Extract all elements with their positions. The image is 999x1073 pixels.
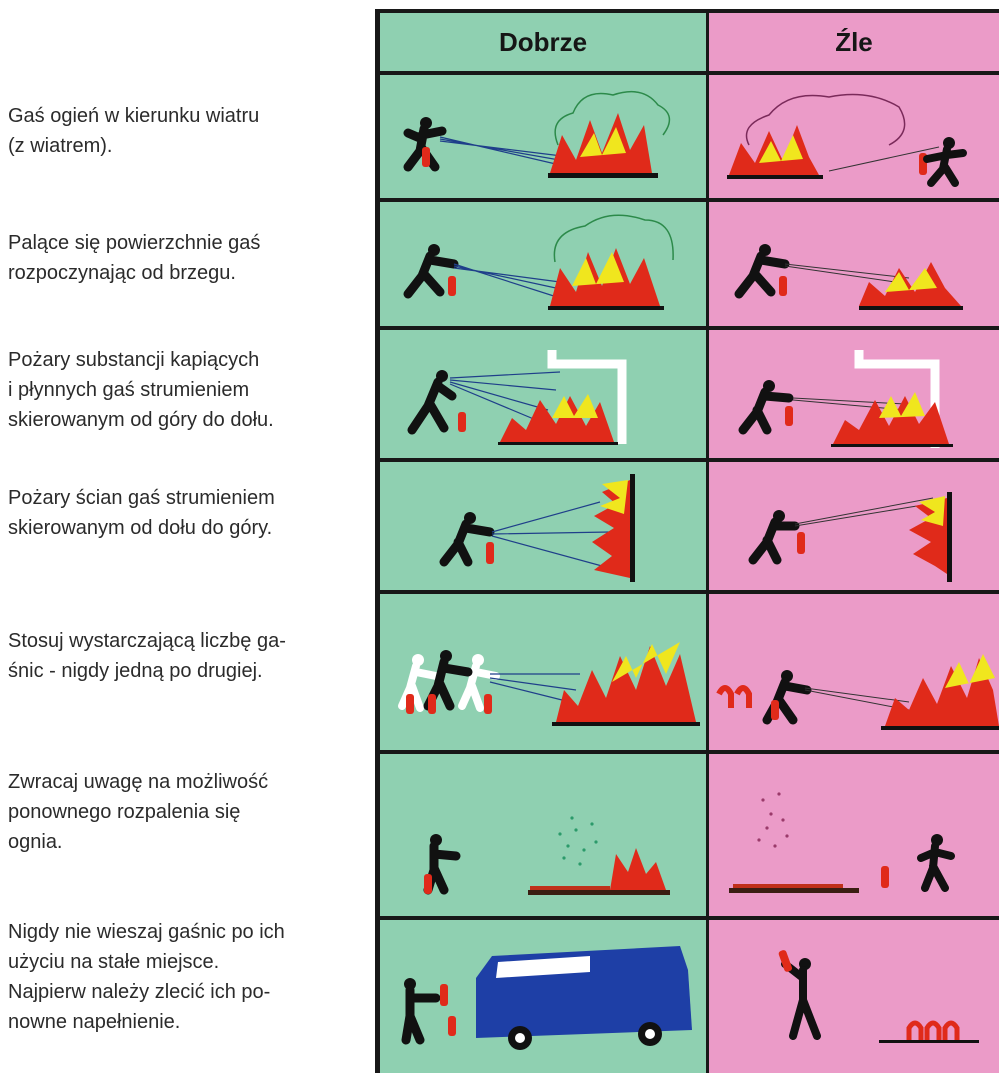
header-bad: Źle [709,13,999,71]
instruction-text-2: Palące się powierzchnie gaś rozpoczynając od brzegu. [8,232,261,284]
extinguish-with-wind-icon [380,75,706,198]
extinguish-against-wind-icon [709,75,999,198]
row1-good-cell [380,75,706,198]
row2-good-cell [380,202,706,326]
header-good: Dobrze [380,13,706,71]
row5-good-cell [380,594,706,750]
row4-good-cell [380,462,706,590]
row3-bad-cell [709,330,999,458]
spray-bottom-up-icon [709,330,999,458]
row6-bad-cell [709,754,999,916]
row7-good-cell [380,920,706,1073]
one-extinguisher-at-a-time-icon [709,594,999,750]
extinguish-from-center-icon [709,202,999,326]
instruction-text-7: Nigdy nie wieszaj gaśnic po ich użyciu na stałe miejsce. Najpierw należy zlecić ich po- nowne napełnienie. [8,921,285,1033]
wall-spray-bottom-up-icon [380,462,706,590]
row1-bad-cell [709,75,999,198]
instruction-text-6: Zwracaj uwagę na możliwość ponownego rozpalenia się ognia. [8,771,269,853]
row6-good-cell [380,754,706,916]
row2-bad-cell [709,202,999,326]
instruction-text-3: Pożary substancji kapiących i płynnych gaś strumieniem skierowanym od góry do dołu. [8,349,274,431]
row4-bad-cell [709,462,999,590]
row7-bad-cell [709,920,999,1073]
extinguish-from-edge-icon [380,202,706,326]
row3-good-cell [380,330,706,458]
walk-away-icon [709,754,999,916]
wall-spray-top-down-icon [709,462,999,590]
instruction-text-1: Gaś ogień w kierunku wiatru (z wiatrem). [8,105,260,157]
row5-bad-cell [709,594,999,750]
instruction-text-4: Pożary ścian gaś strumieniem skierowanym od dołu do góry. [8,487,275,539]
comparison-table [375,9,999,1073]
instruction-text-5: Stosuj wystarczającą liczbę ga- śnic - nigdy jedną po drugiej. [8,630,286,682]
multiple-extinguishers-icon [380,594,706,750]
send-for-refill-icon [380,920,706,1073]
watch-reignition-icon [380,754,706,916]
hang-used-extinguisher-icon [709,920,999,1073]
spray-top-down-icon [380,330,706,458]
